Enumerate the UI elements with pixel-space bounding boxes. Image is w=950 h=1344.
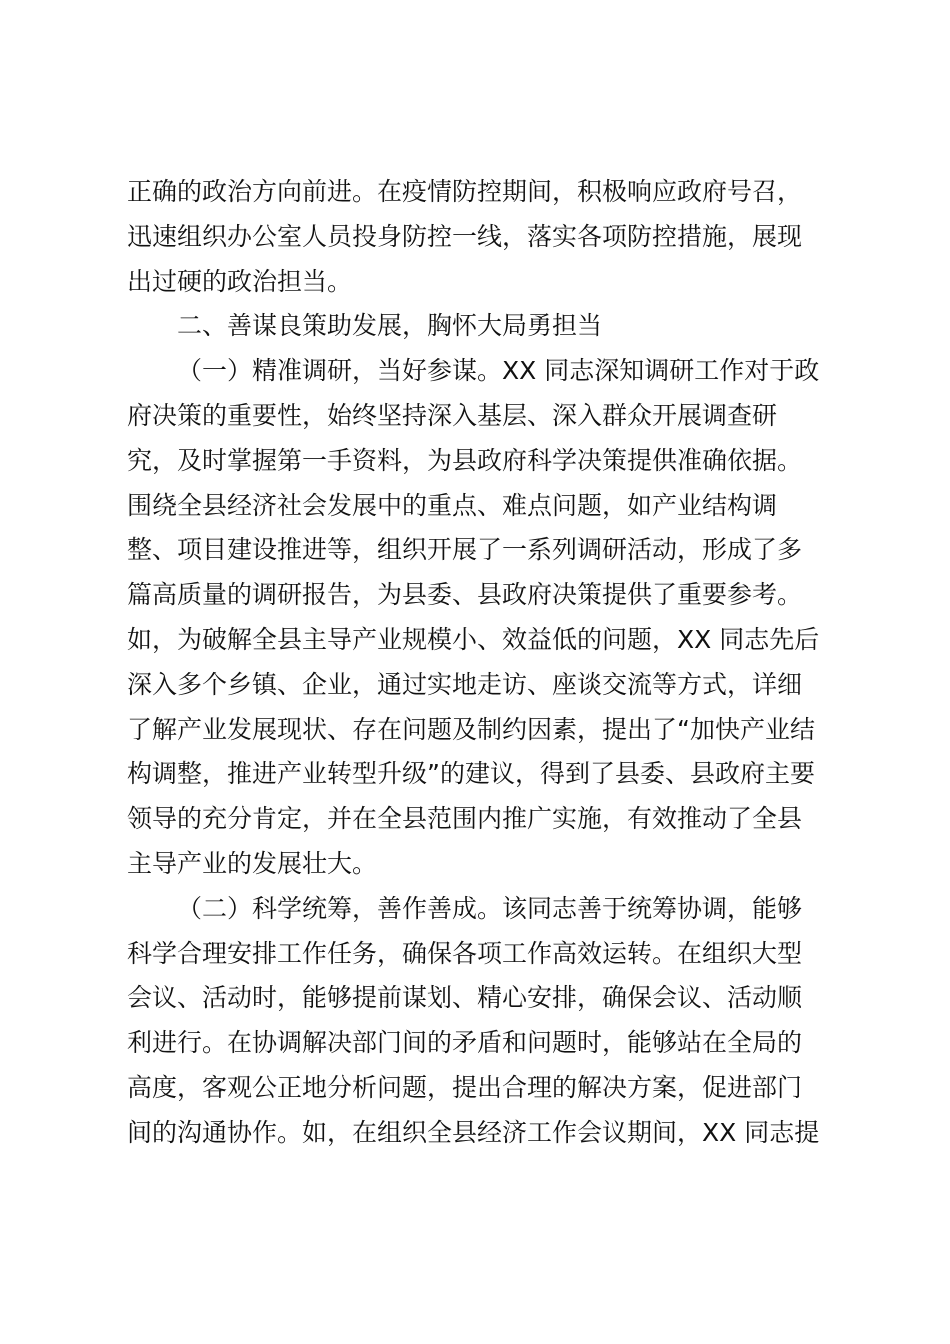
text-line: （一）精准调研，当好参谋。XX 同志深知调研工作对于政 bbox=[177, 356, 820, 386]
text-line: 如，为破解全县主导产业规模小、效益低的问题，XX 同志先后 bbox=[127, 624, 820, 654]
text-line: 府决策的重要性，始终坚持深入基层、深入群众开展调查研 bbox=[127, 400, 778, 430]
document-body bbox=[127, 170, 833, 1156]
text-line: 围绕全县经济社会发展中的重点、难点问题，如产业结构调 bbox=[127, 490, 778, 520]
section-heading: 二、善谋良策助发展，胸怀大局勇担当 bbox=[177, 311, 603, 341]
text-line: 间的沟通协作。如，在组织全县经济工作会议期间，XX 同志提 bbox=[127, 1117, 820, 1147]
text-line: 利进行。在协调解决部门间的矛盾和问题时，能够站在全局的 bbox=[127, 1028, 803, 1058]
text-line: 究，及时掌握第一手资料，为县政府科学决策提供准确依据。 bbox=[127, 445, 803, 475]
text-line: 领导的充分肯定，并在全县范围内推广实施，有效推动了全县 bbox=[127, 804, 803, 834]
text-line: 主导产业的发展壮大。 bbox=[127, 848, 378, 878]
text-line: 出过硬的政治担当。 bbox=[127, 266, 353, 296]
text-line: （二）科学统筹，善作善成。该同志善于统筹协调，能够 bbox=[177, 893, 803, 923]
text-line: 会议、活动时，能够提前谋划、精心安排，确保会议、活动顺 bbox=[127, 983, 803, 1013]
text-line: 科学合理安排工作任务，确保各项工作高效运转。在组织大型 bbox=[127, 938, 803, 968]
text-line: 整、项目建设推进等，组织开展了一系列调研活动，形成了多 bbox=[127, 535, 803, 565]
text-line: 正确的政治方向前进。在疫情防控期间，积极响应政府号召， bbox=[127, 177, 803, 206]
text-line: 迅速组织办公室人员投身防控一线，落实各项防控措施，展现 bbox=[127, 221, 803, 251]
text-line: 篇高质量的调研报告，为县委、县政府决策提供了重要参考。 bbox=[127, 580, 803, 610]
text-line: 了解产业发展现状、存在问题及制约因素，提出了“加快产业结 bbox=[127, 714, 815, 744]
text-line: 深入多个乡镇、企业，通过实地走访、座谈交流等方式，详细 bbox=[127, 669, 803, 699]
text-line: 构调整，推进产业转型升级”的建议，得到了县委、县政府主要 bbox=[127, 759, 815, 789]
text-line: 高度，客观公正地分析问题，提出合理的解决方案，促进部门 bbox=[127, 1072, 803, 1102]
